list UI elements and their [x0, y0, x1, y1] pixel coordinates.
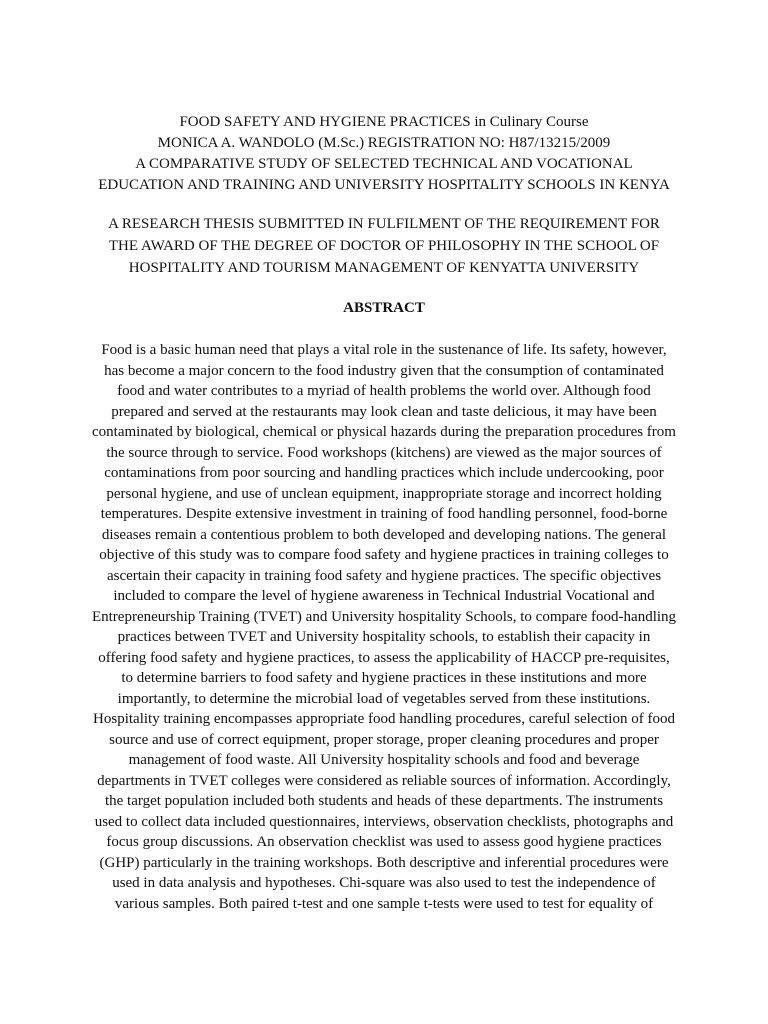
abstract-line: used in data analysis and hypotheses. Chi-square was also used to test the independence of [112, 875, 656, 891]
abstract-line: management of food waste. All University hospitality schools and food and beverage [128, 752, 640, 768]
abstract-line: has become a major concern to the food industry given that the consumption of contaminated [104, 362, 664, 379]
abstract-line: various samples. Both paired t-test and one sample t-tests were used to test for equality of [114, 895, 654, 912]
abstract-line: Entrepreneurship Training (TVET) and University hospitality Schools, to compare food-handling [91, 608, 677, 625]
title-line-3: A COMPARATIVE STUDY OF SELECTED TECHNICAL AND VOCATIONAL [135, 156, 633, 172]
abstract-line: prepared and served at the restaurants may look clean and taste delicious, it may have been [111, 403, 657, 420]
abstract-line: source and use of correct equipment, proper storage, proper cleaning procedures and proper [109, 731, 659, 748]
submission-line-3: HOSPITALITY AND TOURISM MANAGEMENT OF KENYATTA UNIVERSITY [128, 260, 640, 276]
abstract-line: temperatures. Despite extensive investment in training of food handling personnel, food-borne [100, 506, 668, 522]
abstract-line: importantly, to determine the microbial load of vegetables served from these institutions. [117, 690, 651, 707]
abstract-line: personal hygiene, and use of unclean equipment, inappropriate storage and incorrect holding [106, 485, 662, 502]
abstract-heading: ABSTRACT [343, 300, 425, 316]
title-line-2: MONICA A. WANDOLO (M.Sc.) REGISTRATION NO: H87/13215/2009 [157, 135, 611, 151]
abstract-line: Hospitality training encompasses appropriate food handling procedures, careful selection of food [93, 711, 675, 727]
submission-line-2: THE AWARD OF THE DEGREE OF DOCTOR OF PHILOSOPHY IN THE SCHOOL OF [108, 238, 660, 254]
abstract-line: the target population included both students and heads of these departments. The instruments [104, 793, 664, 809]
abstract-line: Food is a basic human need that plays a vital role in the sustenance of life. Its safety, however, [101, 342, 667, 358]
abstract-line: the source through to service. Food workshops (kitchens) are viewed as the major sources of [106, 444, 662, 461]
abstract-line: objective of this study was to compare food safety and hygiene practices in training colleges to [99, 547, 669, 563]
abstract-line: contaminated by biological, chemical or physical hazards during the preparation procedures from [92, 424, 676, 440]
abstract-line: focus group discussions. An observation checklist was used to assess good hygiene practices [106, 834, 662, 850]
abstract-line: ascertain their capacity in training food safety and hygiene practices. The specific objectives [106, 567, 662, 584]
abstract-line: contaminations from poor sourcing and handling practices which include undercooking, poor [104, 465, 664, 481]
abstract-line: diseases remain a contentious problem to both developed and developing nations. The general [101, 526, 667, 543]
abstract-line: included to compare the level of hygiene awareness in Technical Industrial Vocational and [113, 588, 655, 604]
abstract-line: practices between TVET and University hospitality schools, to establish their capacity in [117, 629, 651, 645]
title-line-4: EDUCATION AND TRAINING AND UNIVERSITY HOSPITALITY SCHOOLS IN KENYA [98, 177, 670, 193]
title-line-1: FOOD SAFETY AND HYGIENE PRACTICES in Culinary Course [179, 114, 589, 130]
abstract-line: offering food safety and hygiene practices, to assess the applicability of HACCP pre-requisites, [98, 649, 670, 666]
abstract-line: used to collect data included questionnaires, interviews, observation checklists, photographs and [94, 813, 674, 830]
abstract-line: to determine barriers to food safety and hygiene practices in these institutions and more [121, 670, 647, 686]
abstract-line: departments in TVET colleges were considered as reliable sources of information. Accordingly, [97, 772, 671, 789]
abstract-line: (GHP) particularly in the training workshops. Both descriptive and inferential procedures were [99, 854, 669, 871]
abstract-line: food and water contributes to a myriad of health problems the world over. Although food [117, 383, 651, 399]
submission-line-1: A RESEARCH THESIS SUBMITTED IN FULFILMENT OF THE REQUIREMENT FOR [108, 216, 660, 232]
